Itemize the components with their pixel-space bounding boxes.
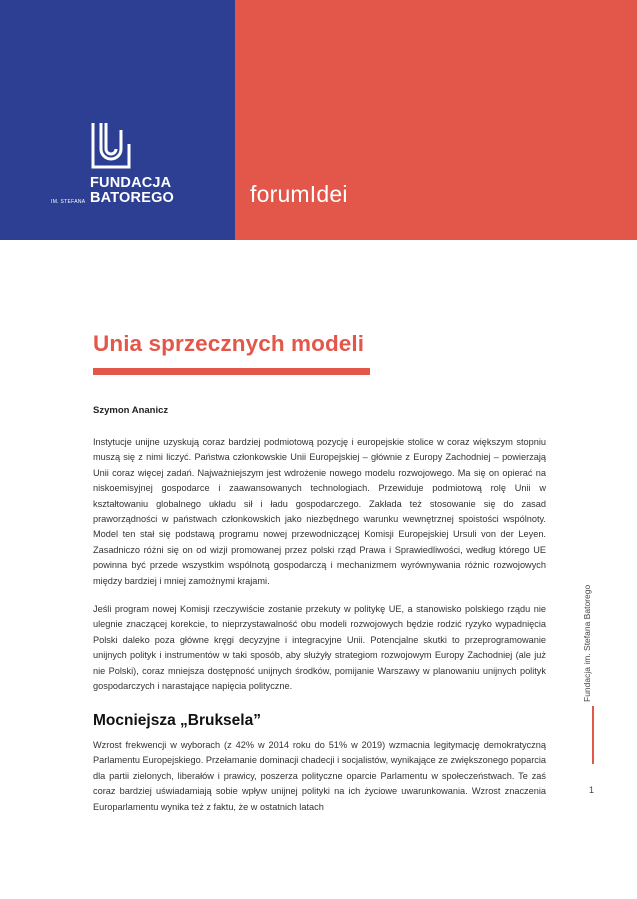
paragraph-1: Instytucje unijne uzyskują coraz bardziej podmiotową pozycję i europejskie stolice w coraz większym stopniu muszą się z nimi liczyć. Państwa członkowskie Unii Europejskiej – głównie z Europy Zachodniej – powierzają Unii coraz więcej zadań. Najważniejszym jest wdrożenie nowego modelu rozwojowego. Ma się on opierać na niskoemisyjnej gospodarce i zaawansowanych technologiach. Przewiduje podmiotową rolę Unii w kształtowaniu globalnego układu sił i ładu gospodarczego. Zakłada też stosowanie się do zasad praworządności w państwach członkowskich jako niezbędnego warunku wewnętrznej spoistości wspólnoty. Model ten stał się podstawą programu nowej przewodniczącej Komisji Europejskiej Ursuli von der Leyen. Zasadniczo różni się on od wizji promowanej przez polski rząd Prawa i Sprawiedliwości, według którego UE powinna być przede wszystkim wspólnotą gospodarczą i mechanizmem wyrównywania różnic rozwojowych między bardziej i mniej zamożnymi krajami. xyxy=(93,437,546,586)
header-banner xyxy=(0,0,637,240)
article-author: Szymon Ananicz xyxy=(93,405,169,416)
paragraph-2: Jeśli program nowej Komisji rzeczywiście zostanie przekuty w politykę UE, a stanowisko polskiego rządu nie ulegnie znaczącej korekcie, to nieprzystawalność obu modeli rozwojowych będzie rodzić ryzyko wypadnięcia Polski daleko poza główne kręgi decyzyjne i integracyjne Unii. Potencjalne skutki to przeprogramowanie unijnych polityk i instrumentów w taki sposób, aby służyły strategiom rozwojowym Europy Zachodniej (ale już nie Polski), coraz mniejsza dostępność unijnych środków, pomijanie Warszawy w planowaniu unijnych polityk gospodarczych i narastające napięcia polityczne. xyxy=(93,604,546,692)
page-number: 1 xyxy=(589,785,595,795)
side-footer-label: Fundacja im. Stefana Batorego xyxy=(582,584,592,702)
org-name-line2: BATOREGO xyxy=(90,190,175,206)
series-name: forumIdei xyxy=(250,181,348,207)
org-name-small: IM. STEFANA xyxy=(51,199,86,205)
org-name-line1: FUNDACJA xyxy=(90,175,172,191)
section-heading: Mocniejsza „Bruksela” xyxy=(93,712,261,729)
section-paragraph: Wzrost frekwencji w wyborach (z 42% w 2014 roku do 51% w 2019) wzmacnia legitymację demokratyczną Parlamentu Europejskiego. Przełamanie dominacji chadecji i socjalistów, wynikające ze zwiększonego poparcia dla partii zielonych, liberałów i prawicy, poszerza polityczne oparcie Parlamentu w społeczeństwach. Te zaś coraz bardziej uświadamiają sobie wpływ unijnej polityki na ich życiowe uwarunkowania. Wzrost znaczenia Europarlamentu wynika też z faktu, że w ostatnich latach xyxy=(93,740,546,812)
org-name xyxy=(90,176,174,206)
article-title: Unia sprzecznych modeli xyxy=(93,331,365,356)
side-accent-rule xyxy=(592,706,594,764)
title-underline xyxy=(93,368,370,375)
fundacja-batorego-logo-icon xyxy=(90,121,132,169)
